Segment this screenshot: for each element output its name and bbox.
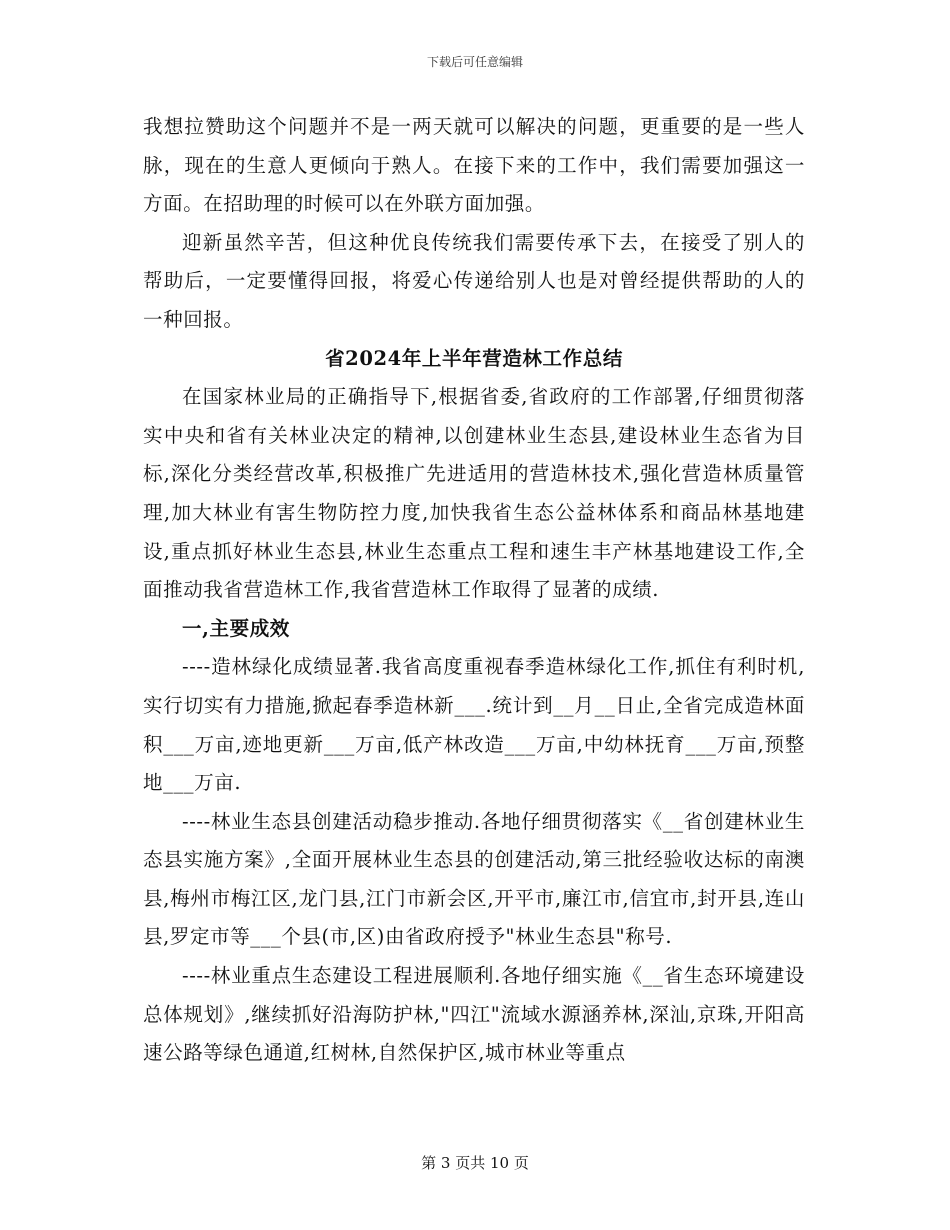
page-number: 第 3 页共 10 页	[421, 1154, 529, 1172]
document-body	[143, 108, 805, 1073]
document-title: 省2024年上半年营造林工作总结	[325, 346, 623, 370]
intro-paragraph: 在国家林业局的正确指导下,根据省委,省政府的工作部署,仔细贯彻落实中央和省有关林业决定的精神,以创建林业生态县,建设林业生态省为目标,深化分类经营改革,积极推广先进适用的营造林技术,强化营造林质量管理,加大林业有害生物防控力度,加快我省生态公益林体系和商品林基地建设,重点抓好林业生态县,林业生态重点工程和速生丰产林基地建设工作,全面推动我省营造林工作,我省营造林工作取得了显著的成绩.	[143, 385, 805, 602]
section-paragraph: ----林业生态县创建活动稳步推动.各地仔细贯彻落实《__省创建林业生态县实施方案》,全面开展林业生态县的创建活动,第三批经验收达标的南澳县,梅州市梅江区,龙门县,江门市新会区,开平市,廉江市,信宜市,封开县,连山县,罗定市等___个县(市,区)由省政府授予"林业生态县"称号.	[143, 809, 805, 949]
body-paragraph: 我想拉赞助这个问题并不是一两天就可以解决的问题，更重要的是一些人脉，现在的生意人更倾向于熟人。在接下来的工作中，我们需要加强这一方面。在招助理的时候可以在外联方面加强。	[143, 115, 805, 216]
section-paragraph: ----造林绿化成绩显著.我省高度重视春季造林绿化工作,抓住有利时机,实行切实有力措施,掀起春季造林新___.统计到__月__日止,全省完成造林面积___万亩,迹地更新___万亩,低产林改造___万亩,中幼林抚育___万亩,预整地___万亩.	[143, 655, 805, 795]
body-paragraph: 迎新虽然辛苦，但这种优良传统我们需要传承下去，在接受了别人的帮助后，一定要懂得回报，将爱心传递给别人也是对曾经提供帮助的人的一种回报。	[143, 230, 805, 331]
page-header-note: 下载后可任意编辑	[426, 55, 523, 69]
section-heading: 一,主要成效	[182, 616, 290, 640]
section-paragraph: ----林业重点生态建设工程进展顺利.各地仔细实施《__省生态环境建设总体规划》,继续抓好沿海防护林,"四江"流域水源涵养林,深汕,京珠,开阳高速公路等绿色通道,红树林,自然保护区,城市林业等重点	[143, 964, 805, 1065]
